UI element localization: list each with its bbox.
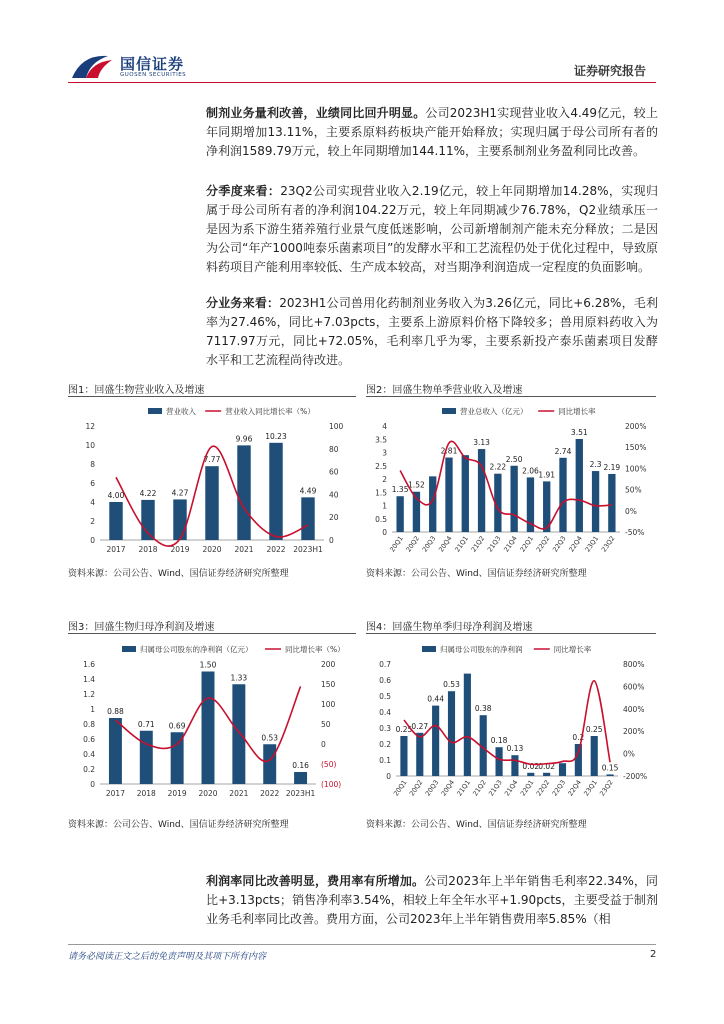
x-tick-label: 23Q2	[598, 778, 615, 798]
logo-subtitle: GUOSEN SECURITIES	[120, 72, 187, 78]
x-tick-label: 21Q1	[453, 534, 470, 554]
x-tick-label: 23Q2	[599, 534, 617, 554]
data-label: 0.38	[474, 704, 492, 714]
paragraph-text: 公司2023H1实现营业收入4.49亿元，较上年同期增加13.11%，主要系原料药板块产能开始释放；实现归属于母公司所有者的净利润1589.79万元，较上年同期增加144.11%，主要系制剂业务盈利同比改善。	[206, 106, 658, 158]
bar	[527, 773, 534, 776]
y-tick-label: 1	[90, 705, 95, 714]
bar	[575, 744, 582, 776]
x-tick-label: 22Q4	[566, 778, 583, 798]
data-label: 0.18	[490, 736, 508, 746]
data-label: 0.25	[585, 725, 603, 734]
data-label: 1.52	[408, 480, 425, 490]
bar	[559, 763, 566, 776]
bar	[448, 691, 455, 776]
legend-bar-swatch	[148, 408, 162, 414]
x-tick-label: 21Q4	[502, 778, 520, 798]
data-label: 0.25	[395, 725, 413, 734]
footer-divider	[68, 944, 656, 945]
y2-tick-label: 150	[321, 680, 336, 689]
legend-bar-label: 营业收入	[166, 407, 196, 416]
data-label: 9.96	[235, 434, 253, 444]
data-label: 1.35	[391, 485, 409, 495]
y-tick-label: 0	[90, 536, 95, 545]
data-label: 0.13	[506, 744, 524, 754]
x-tick-label: 20Q1	[388, 534, 405, 554]
x-tick-label: 20Q2	[407, 778, 425, 798]
data-label: 0.44	[427, 694, 444, 704]
bar	[232, 684, 245, 784]
x-tick-label: 20Q2	[404, 534, 422, 554]
bar	[301, 497, 314, 540]
y2-tick-label: 0	[321, 740, 326, 749]
y-tick-label: 8	[90, 460, 95, 469]
y-tick-label: 2	[382, 475, 387, 484]
x-tick-label: 2023H1	[285, 789, 316, 798]
data-label: 7.77	[203, 455, 221, 465]
x-tick-label: 20Q3	[420, 534, 438, 554]
y2-tick-label: 20	[329, 513, 339, 523]
x-tick-label: 2017	[105, 789, 125, 798]
data-label: 2.3	[589, 460, 602, 470]
data-label: 3.13	[473, 438, 490, 448]
legend-bar-label: 归属母公司股东的净利润（亿元）	[140, 645, 253, 654]
bar	[576, 439, 583, 532]
legend-line-label: 营业收入同比增长率（%）	[225, 407, 315, 416]
y-tick-label: 4	[90, 498, 95, 507]
y2-tick-label: 50	[321, 720, 331, 729]
x-tick-label: 2019	[170, 545, 190, 554]
y2-tick-label: -50%	[625, 528, 645, 537]
data-label: 0.71	[137, 719, 155, 729]
data-label: 0.88	[107, 707, 124, 716]
x-tick-label: 22Q2	[534, 534, 552, 554]
legend-line-label: 同比增长率（%）	[285, 645, 345, 654]
x-tick-label: 2018	[138, 545, 158, 554]
bar	[511, 755, 518, 776]
chart-profit-quarterly	[366, 638, 656, 804]
paragraph-3	[206, 294, 658, 370]
x-tick-label: 21Q1	[455, 778, 472, 798]
bar	[109, 718, 122, 784]
figure-1-rule	[68, 396, 356, 397]
figure-3-source: 资料来源：公司公告、Wind、国信证券经济研究所整理	[68, 820, 289, 830]
data-label: 2.06	[522, 466, 539, 476]
bar	[109, 502, 122, 540]
bar	[543, 773, 550, 776]
y-tick-label: 0.4	[83, 750, 95, 759]
x-tick-label: 2017	[106, 545, 126, 554]
x-tick-label: 20Q1	[391, 778, 409, 798]
x-tick-label: 2023H1	[293, 545, 323, 554]
data-label: 2.81	[440, 446, 458, 456]
data-label: 0.15	[601, 763, 619, 773]
data-label: 0.69	[168, 721, 186, 731]
paragraph-2	[206, 182, 658, 277]
y-tick-label: 0.4	[379, 708, 391, 717]
bar	[478, 449, 485, 532]
figure-3-rule	[68, 633, 356, 634]
y-tick-label: 12	[85, 422, 95, 431]
y2-tick-label: 80	[329, 444, 339, 454]
x-tick-label: 23Q1	[582, 778, 599, 798]
data-label: 3.51	[570, 427, 588, 437]
y2-tick-label: 0	[329, 536, 334, 545]
y2-tick-label: 400%	[623, 704, 645, 714]
figure-4-rule	[366, 633, 656, 634]
data-label: 0.02	[538, 761, 555, 771]
bar	[445, 458, 452, 532]
x-tick-label: 21Q3	[485, 534, 503, 554]
figure-3-title: 图3：回盛生物归母净利润及增速	[68, 622, 215, 633]
paragraph-lead: 利润率同比改善明显，费用率有所增加。	[206, 874, 425, 888]
y2-tick-label: -200%	[623, 772, 648, 781]
logo-text: 国信证券	[120, 55, 185, 73]
paragraph-text: 公司2023年上半年销售毛利率22.34%，同比+3.13pcts；销售净利率3.54%，相较上年全年水平+1.90pcts，主要受益于制剂业务毛利率同比改善。费用方面，公司2023年上半年销售费用率5.85%（相	[206, 874, 658, 926]
y2-tick-label: 200%	[625, 422, 647, 431]
figure-4-title: 图4：回盛生物单季归母净利润及增速	[366, 622, 533, 633]
legend-bar-label: 营业总收入（亿元）	[460, 407, 528, 416]
paragraph-text: 23Q2公司实现营业收入2.19亿元，较上年同期增加14.28%，实现归属于母公司所有者的净利润104.22万元，较上年同期减少76.78%，Q2业绩承压一是因为系下游生猪养殖行业景气度低迷影响，公司新增制剂产能未充分释放；二是因为公司“年产1000吨泰乐菌素项目”的发酵水平和工艺流程仍处于优化过程中，导致原料药项目产能利用率较低、生产成本较高，对当期净利润造成一定程度的负面影响。	[206, 184, 658, 274]
bar	[510, 466, 517, 532]
y-tick-label: 1.2	[83, 690, 95, 699]
y2-tick-label: (50)	[321, 760, 337, 769]
bar	[432, 706, 439, 776]
legend-line-label: 同比增长率	[553, 645, 592, 654]
y-tick-label: 0.5	[375, 514, 387, 524]
data-label: 1.50	[199, 660, 217, 670]
legend-line-label: 同比增长率	[558, 407, 596, 416]
x-tick-label: 21Q2	[469, 534, 487, 554]
paragraph-text: 2023H1公司兽用化药制剂业务收入为3.26亿元，同比+6.28%，毛利率为27.46%，同比+7.03pcts，主要系上游原料价格下降较多；兽用原料药收入为7117.97万元，同比+72.05%，毛利率几乎为零，主要系新投产泰乐菌素项目发酵水平和工艺流程尚待改进。	[206, 296, 658, 367]
y-tick-label: 0.2	[379, 740, 391, 749]
x-tick-label: 20Q4	[439, 778, 457, 798]
y2-tick-label: 800%	[623, 660, 645, 669]
legend-bar-swatch	[442, 408, 456, 414]
y-tick-label: 1.5	[375, 488, 387, 498]
bar	[294, 772, 307, 784]
y-tick-label: 6	[90, 479, 95, 488]
paragraph-lead: 制剂业务量利改善，业绩同比回升明显。	[206, 106, 426, 120]
x-tick-label: 21Q3	[487, 778, 504, 798]
x-tick-label: 2021	[234, 545, 254, 554]
bar	[607, 774, 614, 776]
data-label: 0.02	[522, 761, 540, 771]
y2-tick-label: 150%	[625, 443, 647, 453]
y-tick-label: 2.5	[375, 461, 387, 471]
y-tick-label: 0.6	[83, 735, 95, 744]
y-tick-label: 0	[90, 780, 95, 789]
x-tick-label: 20Q4	[437, 534, 454, 554]
legend-bar-swatch	[422, 646, 436, 652]
x-tick-label: 2019	[167, 789, 187, 798]
data-label: 4.00	[107, 491, 125, 500]
y-tick-label: 0.6	[379, 676, 391, 685]
data-label: 4.49	[299, 486, 317, 496]
y-tick-label: 3	[382, 448, 387, 458]
y2-tick-label: 40	[329, 490, 339, 500]
x-tick-label: 2018	[136, 789, 156, 798]
y-tick-label: 0.2	[83, 765, 95, 774]
bar	[205, 466, 218, 540]
x-tick-label: 2021	[229, 789, 249, 798]
data-label: 1.91	[538, 470, 556, 480]
x-tick-label: 22Q1	[518, 778, 536, 798]
y2-tick-label: 200%	[623, 727, 645, 737]
x-tick-label: 21Q4	[502, 534, 519, 554]
chart-revenue-quarterly	[366, 400, 656, 560]
bar	[269, 443, 282, 540]
y-tick-label: 0.3	[379, 724, 391, 733]
report-type-label: 证券研究报告	[574, 64, 647, 78]
paragraph-lead: 分业务来看：	[206, 296, 280, 310]
bar	[559, 458, 566, 532]
y2-tick-label: 100	[321, 700, 336, 709]
data-label: 0.16	[292, 761, 309, 770]
y2-tick-label: 100	[329, 422, 344, 431]
figure-2-rule	[366, 396, 656, 397]
bar	[496, 747, 503, 776]
y2-tick-label: 60	[329, 467, 339, 477]
bar	[592, 471, 599, 532]
data-label: 0.53	[443, 680, 460, 690]
x-tick-label: 21Q2	[471, 778, 488, 798]
figure-2-source: 资料来源：公司公告、Wind、国信证券经济研究所整理	[366, 569, 587, 579]
data-label: 0.27	[411, 721, 429, 731]
figure-1-title: 图1：回盛生物营业收入及增速	[68, 385, 205, 396]
y-tick-label: 2	[90, 517, 95, 526]
x-tick-label: 2022	[266, 545, 286, 554]
y-tick-label: 1.6	[83, 660, 95, 669]
x-tick-label: 20Q3	[423, 778, 441, 798]
x-tick-label: 23Q1	[583, 534, 601, 554]
header-divider	[68, 82, 656, 83]
x-tick-label: 2020	[198, 789, 218, 798]
y-tick-label: 1.4	[83, 675, 95, 684]
y2-tick-label: 0%	[623, 749, 635, 759]
data-label: 1.33	[230, 673, 248, 683]
bar	[400, 736, 407, 776]
x-tick-label: 2020	[202, 545, 222, 554]
legend-bar-swatch	[122, 646, 136, 652]
data-label: 10.23	[265, 431, 287, 441]
bar	[140, 731, 153, 784]
y-tick-label: 0.1	[379, 756, 391, 765]
bar	[263, 744, 276, 784]
bar	[173, 499, 186, 540]
bar	[464, 674, 471, 776]
chart-revenue-annual	[68, 400, 356, 560]
guosen-logo-icon	[68, 50, 116, 82]
bar	[608, 474, 615, 532]
data-label: 4.22	[139, 488, 157, 498]
y-tick-label: 0	[382, 528, 387, 537]
data-label: 0.53	[261, 733, 279, 743]
figure-4-source: 资料来源：公司公告、Wind、国信证券经济研究所整理	[366, 820, 587, 830]
legend-bar-label: 归属母公司股东的净利润	[440, 645, 523, 654]
y2-tick-label: (100)	[321, 780, 342, 789]
y2-tick-label: 100%	[625, 464, 647, 474]
y-tick-label: 0.8	[83, 720, 95, 729]
y2-tick-label: 200	[321, 660, 336, 669]
figure-2-title: 图2：回盛生物单季营业收入及增速	[366, 385, 523, 396]
y-tick-label: 0.7	[379, 660, 391, 669]
page-number: 2	[650, 949, 657, 960]
y2-tick-label: 0%	[625, 506, 637, 516]
bar	[202, 672, 215, 785]
y2-tick-label: 50%	[625, 485, 642, 495]
data-label: 2.74	[554, 446, 572, 456]
y-tick-label: 10	[85, 441, 95, 450]
bar	[462, 455, 469, 532]
x-tick-label: 22Q3	[550, 778, 568, 798]
paragraph-lead: 分季度来看：	[206, 184, 281, 198]
x-tick-label: 2022	[260, 789, 280, 798]
chart-profit-annual	[68, 638, 356, 804]
x-tick-label: 22Q2	[534, 778, 552, 798]
x-tick-label: 22Q3	[551, 534, 568, 554]
data-label: 2.50	[505, 454, 523, 464]
data-label: 4.27	[171, 488, 189, 498]
data-label: 2.22	[489, 462, 507, 472]
footer-disclaimer: 请务必阅读正文之后的免责声明及其项下所有内容	[68, 952, 267, 962]
y-tick-label: 1	[382, 501, 387, 511]
bar	[591, 736, 598, 776]
paragraph-4	[206, 872, 658, 929]
y-tick-label: 0	[386, 772, 391, 781]
y-tick-label: 0.5	[379, 692, 391, 701]
y-tick-label: 4	[382, 422, 387, 431]
x-tick-label: 22Q1	[518, 534, 536, 554]
bar	[237, 445, 250, 540]
bar	[416, 733, 423, 776]
data-label: 0.2	[572, 733, 585, 742]
x-tick-label: 22Q4	[567, 534, 584, 554]
bar	[396, 496, 403, 532]
y2-tick-label: 600%	[623, 682, 645, 692]
y-tick-label: 3.5	[375, 435, 387, 445]
figure-1-source: 资料来源：公司公告、Wind、国信证券经济研究所整理	[68, 569, 289, 579]
data-label: 2.19	[603, 462, 621, 472]
paragraph-1	[206, 104, 658, 161]
